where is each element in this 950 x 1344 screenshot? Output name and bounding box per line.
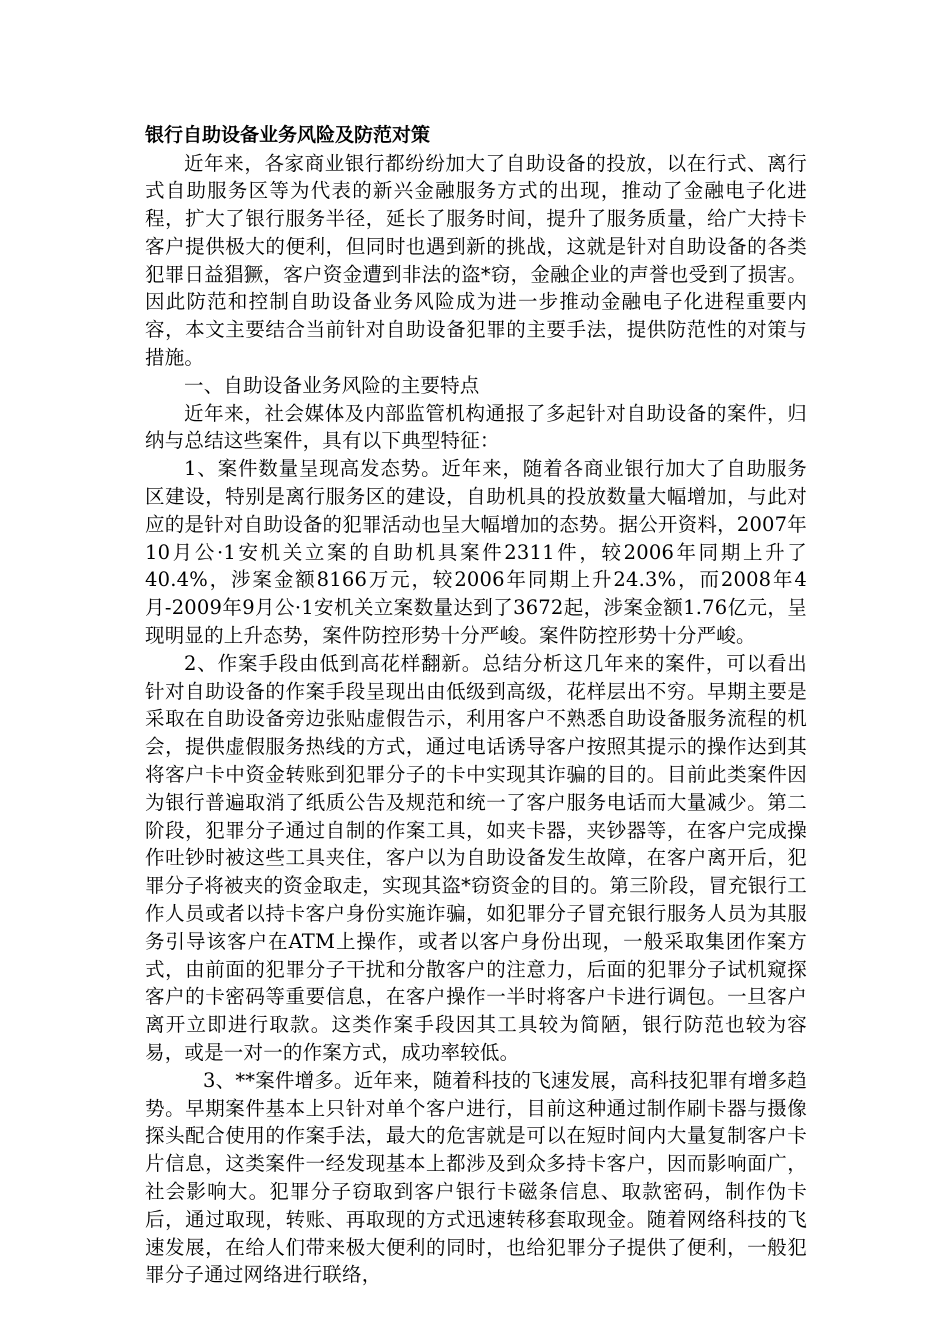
document-title: 银行自助设备业务风险及防范对策 [145,124,431,146]
paragraph-overview: 近年来，社会媒体及内部监管机构通报了多起针对自助设备的案件，归纳与总结这些案件，具有以下典型特征： [145,401,807,453]
paragraph-point-2: 2、作案手段由低到高花样翻新。总结分析这几年来的案件，可以看出针对自助设备的作案手段呈现出由低级到高级，花样层出不穷。早期主要是采取在自助设备旁边张贴虚假告示，利用客户不熟悉自助设备服务流程的机会，提供虚假服务热线的方式，通过电话诱导客户按照其提示的操作达到其将客户卡中资金转账到犯罪分子的卡中实现其诈骗的目的。目前此类案件因为银行普遍取消了纸质公告及规范和统一了客户服务电话而大量减少。第二阶段，犯罪分子通过自制的作案工具，如夹卡器，夹钞器等，在客户完成操作吐钞时被这些工具夹住，客户以为自助设备发生故障，在客户离开后，犯罪分子将被夹的资金取走，实现其盗*窃资金的目的。第三阶段，冒充银行工作人员或者以持卡客户身份实施诈骗，如犯罪分子冒充银行服务人员为其服务引导该客户在ATM上操作，或者以客户身份出现，一般采取集团作案方式，由前面的犯罪分子干扰和分散客户的注意力，后面的犯罪分子试机窥探客户的卡密码等重要信息，在客户操作一半时将客户卡进行调包。一旦客户离开立即进行取款。这类作案手段因其工具较为简陋，银行防范也较为容易，或是一对一的作案方式，成功率较低。 [145,651,807,1064]
paragraph-intro: 近年来，各家商业银行都纷纷加大了自助设备的投放，以在行式、离行式自助服务区等为代表的新兴金融服务方式的出现，推动了金融电子化进程，扩大了银行服务半径，延长了服务时间，提升了服务质量，给广大持卡客户提供极大的便利，但同时也遇到新的挑战，这就是针对自助设备的各类犯罪日益猖獗，客户资金遭到非法的盗*窃，金融企业的声誉也受到了损害。因此防范和控制自助设备业务风险成为进一步推动金融电子化进程重要内容，本文主要结合当前针对自助设备犯罪的主要手法，提供防范性的对策与措施。 [145,151,807,370]
paragraph-point-3: 3、**案件增多。近年来，随着科技的飞速发展，高科技犯罪有增多趋势。早期案件基本上只针对单个客户进行，目前这种通过制作刷卡器与摄像探头配合使用的作案手法，最大的危害就是可以在短时间内大量复制客户卡片信息，这类案件一经发现基本上都涉及到众多持卡客户，因而影响面广，社会影响大。犯罪分子窃取到客户银行卡磁条信息、取款密码，制作伪卡后，通过取现，转账、再取现的方式迅速转移套取现金。随着网络科技的飞速发展，在给人们带来极大便利的同时，也给犯罪分子提供了便利，一般犯罪分子通过网络进行联络， [145,1068,807,1287]
section-heading: 一、自助设备业务风险的主要特点 [184,373,480,397]
paragraph-point-1: 1、案件数量呈现高发态势。近年来，随着各商业银行加大了自助服务区建设，特别是离行服务区的建设，自助机具的投放数量大幅增加，与此对应的是针对自助设备的犯罪活动也呈大幅增加的态势。据公开资料，2007年10月公·1安机关立案的自助机具案件2311件，较2006年同期上升了40.4%，涉案金额8166万元，较2006年同期上升24.3%，而2008年4月-2009年9月公·1安机关立案数量达到了3672起，涉案金额1.76亿元，呈现明显的上升态势，案件防控形势十分严峻。案件防控形势十分严峻。 [145,457,807,648]
document-body [145,122,807,1289]
